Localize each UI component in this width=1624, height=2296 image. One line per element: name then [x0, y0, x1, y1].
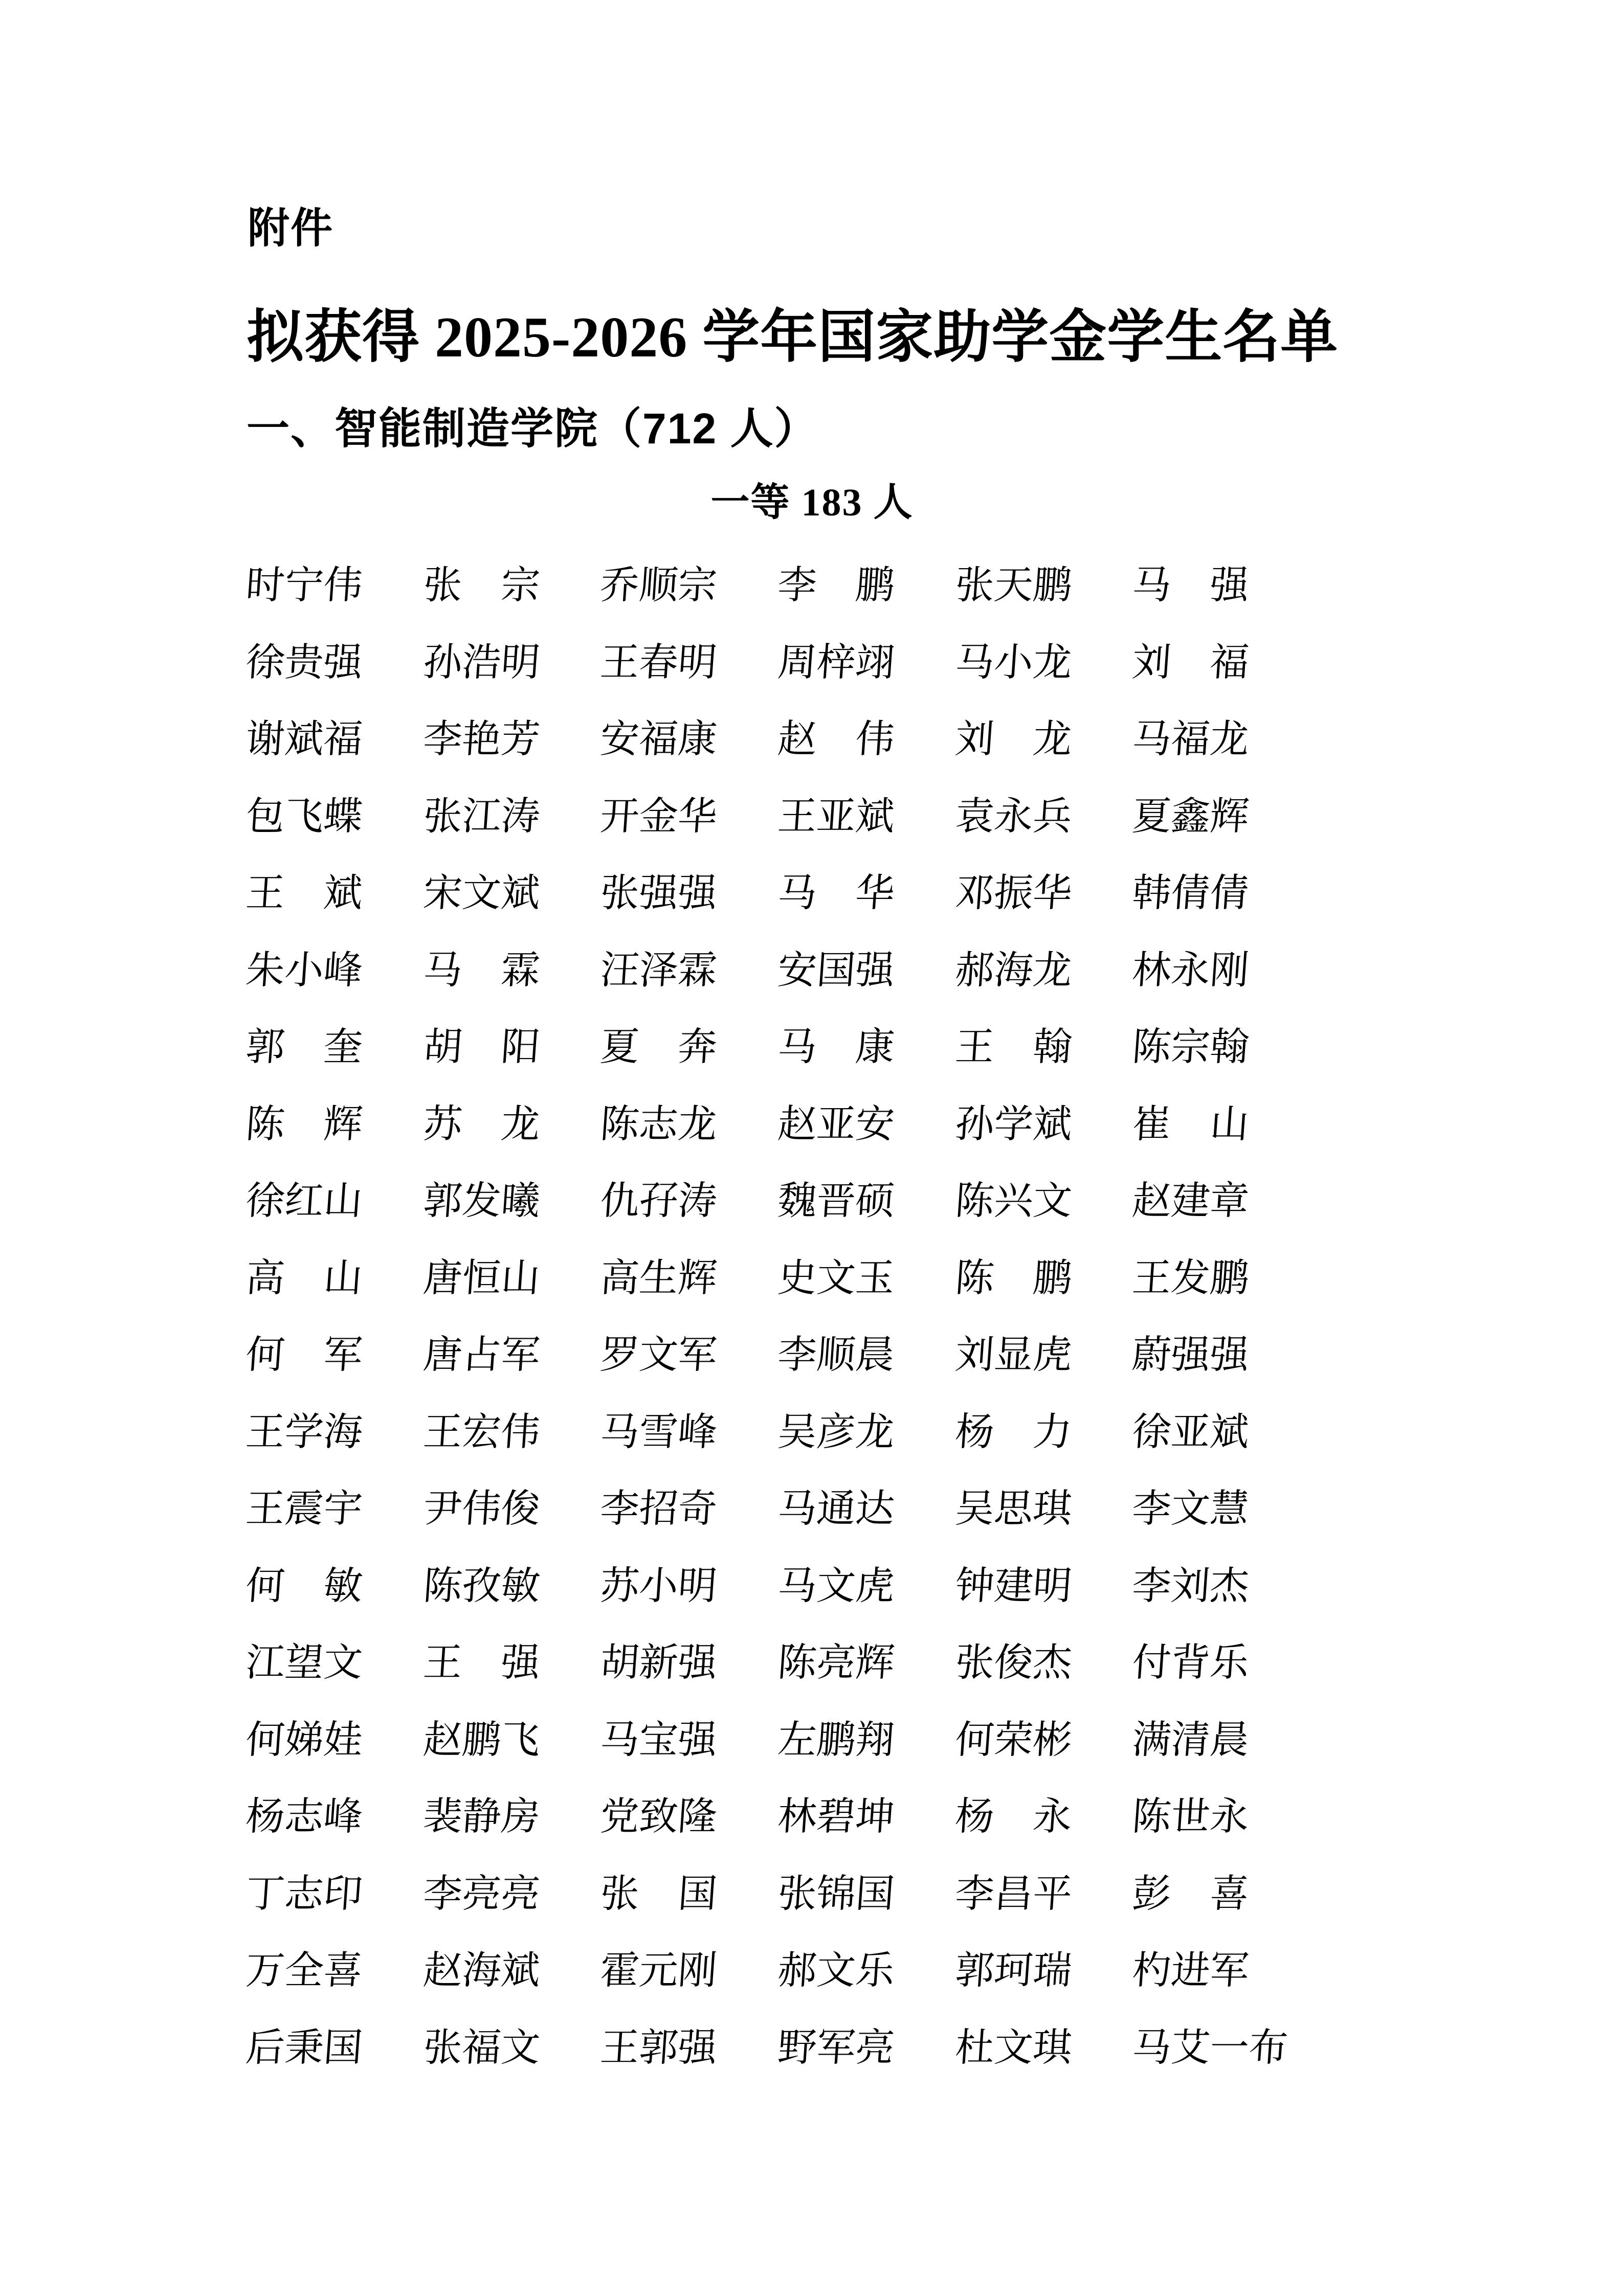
student-name-text: 林碧坤 [776, 1795, 896, 1839]
student-name [954, 624, 1131, 702]
student-name-text: 蔚强强 [1131, 1334, 1251, 1377]
student-name-text: 苏小明 [599, 1564, 719, 1608]
student-name [954, 932, 1131, 1009]
student-name-text: 马福龙 [1131, 718, 1251, 761]
student-name-text: 何 军 [244, 1334, 364, 1377]
student-name [954, 1394, 1131, 1471]
student-name-text: 张 国 [599, 1872, 719, 1916]
student-name-text: 史文玉 [776, 1256, 896, 1300]
student-name [244, 2010, 422, 2087]
student-name [776, 1702, 954, 1779]
student-name-text: 胡 阳 [421, 1026, 542, 1069]
student-name [599, 1009, 776, 1086]
student-name [1131, 1702, 1308, 1779]
student-name [954, 1163, 1131, 1240]
student-name [422, 624, 599, 702]
student-name-text: 陈孜敏 [421, 1564, 542, 1608]
student-name [776, 701, 954, 778]
student-name [599, 701, 776, 778]
student-name-text: 张 宗 [421, 564, 542, 607]
student-name [1131, 624, 1308, 702]
student-name-text: 高 山 [244, 1256, 364, 1300]
student-name-text: 李文慧 [1131, 1488, 1251, 1531]
student-name-text: 杨 力 [953, 1410, 1074, 1454]
student-name-text: 张福文 [421, 2026, 542, 2069]
student-name [776, 1548, 954, 1625]
student-name [776, 2010, 954, 2087]
student-name [422, 1240, 599, 1317]
student-name-text: 朱小峰 [244, 949, 364, 992]
student-name [776, 1086, 954, 1163]
name-grid [244, 547, 1308, 2086]
student-name [776, 1932, 954, 2010]
student-name-text: 马 康 [776, 1026, 896, 1069]
student-name-text: 李艳芳 [421, 718, 542, 761]
student-name [599, 1932, 776, 2010]
student-name-text: 彭 喜 [1131, 1872, 1251, 1916]
student-name-text: 汪泽霖 [599, 949, 719, 992]
student-name [954, 855, 1131, 932]
student-name [954, 1856, 1131, 1933]
student-name [954, 1240, 1131, 1317]
student-name-text: 吴彦龙 [776, 1410, 896, 1454]
student-name-text: 裴静房 [421, 1795, 542, 1839]
student-name-text: 陈宗翰 [1131, 1026, 1251, 1069]
student-name [422, 1471, 599, 1548]
student-name [599, 1163, 776, 1240]
student-name-text: 徐亚斌 [1131, 1410, 1251, 1454]
student-name [599, 855, 776, 932]
student-name [422, 701, 599, 778]
student-name-text: 杨志峰 [244, 1795, 364, 1839]
student-name [422, 547, 599, 624]
student-name [1131, 778, 1308, 856]
student-name-text: 马艾一布 [1131, 2026, 1289, 2069]
student-name [776, 1317, 954, 1394]
student-name-text: 马 强 [1131, 564, 1251, 607]
student-name-text: 马宝强 [599, 1718, 719, 1762]
student-name [1131, 1394, 1308, 1471]
student-name-text: 林永刚 [1131, 949, 1251, 992]
student-name [599, 1471, 776, 1548]
student-name [776, 1163, 954, 1240]
student-name [244, 778, 422, 856]
student-name [422, 1086, 599, 1163]
student-name [599, 1702, 776, 1779]
student-name-text: 开金华 [599, 795, 719, 838]
student-name [599, 547, 776, 624]
student-name [599, 1086, 776, 1163]
student-name-text: 张江涛 [421, 795, 542, 838]
student-name-text: 郭发曦 [421, 1180, 542, 1223]
student-name [244, 1471, 422, 1548]
student-name [776, 547, 954, 624]
student-name-text: 杜文琪 [953, 2026, 1074, 2069]
student-name-text: 魏晋硕 [776, 1180, 896, 1223]
student-name [599, 1394, 776, 1471]
student-name [244, 1086, 422, 1163]
student-name [954, 1471, 1131, 1548]
student-name-text: 夏 奔 [599, 1026, 719, 1069]
student-name [1131, 1932, 1308, 2010]
student-name-text: 钟建明 [953, 1564, 1074, 1608]
student-name-text: 张天鹏 [953, 564, 1074, 607]
student-name [244, 1394, 422, 1471]
student-name-text: 陈 鹏 [953, 1256, 1074, 1300]
student-name [1131, 1317, 1308, 1394]
student-name-text: 何 敏 [244, 1564, 364, 1608]
student-name [244, 1932, 422, 2010]
student-name [422, 1779, 599, 1856]
student-name-text: 马小龙 [953, 641, 1074, 684]
student-name-text: 张俊杰 [953, 1641, 1074, 1685]
student-name-text: 党致隆 [599, 1795, 719, 1839]
student-name [954, 1779, 1131, 1856]
student-name [599, 778, 776, 856]
student-name [244, 1779, 422, 1856]
student-name-text: 王震宇 [244, 1488, 364, 1531]
student-name [422, 1163, 599, 1240]
student-name-text: 何荣彬 [953, 1718, 1074, 1762]
student-name [422, 1932, 599, 2010]
student-name-text: 王春明 [599, 641, 719, 684]
student-name-text: 吴思琪 [953, 1488, 1074, 1531]
student-name [1131, 1548, 1308, 1625]
student-name [776, 1009, 954, 1086]
student-name [776, 855, 954, 932]
student-name-text: 马文虎 [776, 1564, 896, 1608]
student-name [1131, 1856, 1308, 1933]
student-name-text: 王学海 [244, 1410, 364, 1454]
student-name-text: 韩倩倩 [1131, 872, 1251, 915]
document-title: 拟获得 2025-2026 学年国家助学金学生名单 [247, 306, 1339, 369]
student-name-text: 霍元刚 [599, 1949, 719, 1993]
student-name-text: 王郭强 [599, 2026, 719, 2069]
student-name [1131, 701, 1308, 778]
student-name [599, 2010, 776, 2087]
student-name [244, 1317, 422, 1394]
student-name [244, 932, 422, 1009]
student-name-text: 万全喜 [244, 1949, 364, 1993]
student-name [776, 624, 954, 702]
student-name [776, 932, 954, 1009]
student-name [954, 701, 1131, 778]
student-name-text: 杨 永 [953, 1795, 1074, 1839]
student-name-text: 刘 福 [1131, 641, 1251, 684]
tier-heading-first-class: 一等 183 人 [710, 481, 914, 524]
student-name-text: 李刘杰 [1131, 1564, 1251, 1608]
student-name-text: 郝海龙 [953, 949, 1074, 992]
student-name-text: 陈志龙 [599, 1102, 719, 1146]
student-name-text: 杓进军 [1131, 1949, 1251, 1993]
student-name [954, 1317, 1131, 1394]
student-name-text: 李招奇 [599, 1488, 719, 1531]
student-name-text: 江望文 [244, 1641, 364, 1685]
student-name [244, 1625, 422, 1702]
student-name [244, 701, 422, 778]
student-name-text: 马 华 [776, 872, 896, 915]
student-name-text: 李昌平 [953, 1872, 1074, 1916]
student-name-text: 李亮亮 [421, 1872, 542, 1916]
student-name [599, 1856, 776, 1933]
student-name [244, 624, 422, 702]
student-name [954, 1625, 1131, 1702]
student-name [422, 1009, 599, 1086]
student-name [1131, 547, 1308, 624]
student-name [1131, 855, 1308, 932]
student-name [422, 1702, 599, 1779]
student-name [244, 547, 422, 624]
student-name [422, 932, 599, 1009]
student-name-text: 陈世永 [1131, 1795, 1251, 1839]
student-name-text: 李 鹏 [776, 564, 896, 607]
student-name [422, 1548, 599, 1625]
student-name [776, 778, 954, 856]
student-name [244, 1009, 422, 1086]
student-name-text: 仇孖涛 [599, 1180, 719, 1223]
student-name [954, 1548, 1131, 1625]
student-name-text: 郭 奎 [244, 1026, 364, 1069]
student-name-text: 左鹏翔 [776, 1718, 896, 1762]
student-name-text: 王宏伟 [421, 1410, 542, 1454]
student-name-text: 丁志印 [244, 1872, 364, 1916]
student-name [776, 1394, 954, 1471]
student-name [954, 1009, 1131, 1086]
student-name [1131, 1009, 1308, 1086]
student-name [244, 1702, 422, 1779]
student-name [422, 1856, 599, 1933]
student-name [422, 1394, 599, 1471]
student-name-text: 徐红山 [244, 1180, 364, 1223]
student-name-text: 宋文斌 [421, 872, 542, 915]
student-name-text: 尹伟俊 [421, 1488, 542, 1531]
student-name [1131, 2010, 1308, 2087]
student-name [422, 1317, 599, 1394]
student-name [1131, 1471, 1308, 1548]
student-name-text: 赵建章 [1131, 1180, 1251, 1223]
student-name [599, 932, 776, 1009]
student-name-text: 赵鹏飞 [421, 1718, 542, 1762]
student-name [599, 1548, 776, 1625]
student-name-text: 王 翰 [953, 1026, 1074, 1069]
student-name [244, 1240, 422, 1317]
student-name [422, 778, 599, 856]
student-name-text: 赵亚安 [776, 1102, 896, 1146]
student-name-text: 刘显虎 [953, 1334, 1074, 1377]
student-name-text: 崔 山 [1131, 1102, 1251, 1146]
student-name-text: 安福康 [599, 718, 719, 761]
student-name-text: 王亚斌 [776, 795, 896, 838]
student-name [776, 1240, 954, 1317]
student-name-text: 付背乐 [1131, 1641, 1251, 1685]
student-name [244, 1856, 422, 1933]
student-name-text: 马雪峰 [599, 1410, 719, 1454]
student-name [1131, 1625, 1308, 1702]
student-name [954, 1702, 1131, 1779]
student-name [1131, 1779, 1308, 1856]
student-name [954, 547, 1131, 624]
section-heading-college: 一、智能制造学院（712 人） [247, 404, 818, 453]
student-name [599, 1240, 776, 1317]
student-name-text: 谢斌福 [244, 718, 364, 761]
student-name-text: 马 霖 [421, 949, 542, 992]
student-name-text: 赵 伟 [776, 718, 896, 761]
student-name-text: 夏鑫辉 [1131, 795, 1251, 838]
student-name [422, 2010, 599, 2087]
student-name [1131, 1240, 1308, 1317]
student-name [954, 1086, 1131, 1163]
student-name-text: 张锦国 [776, 1872, 896, 1916]
student-name-text: 孙学斌 [953, 1102, 1074, 1146]
student-name-text: 邓振华 [953, 872, 1074, 915]
student-name-text: 苏 龙 [421, 1102, 542, 1146]
student-name-text: 后秉国 [244, 2026, 364, 2069]
student-name [599, 624, 776, 702]
attachment-label: 附件 [248, 205, 334, 252]
student-name [954, 1932, 1131, 2010]
student-name-text: 郭珂瑞 [953, 1949, 1074, 1993]
student-name-text: 安国强 [776, 949, 896, 992]
student-name-text: 包飞蝶 [244, 795, 364, 838]
student-name [244, 855, 422, 932]
student-name-text: 王发鹏 [1131, 1256, 1251, 1300]
student-name [776, 1471, 954, 1548]
student-name [599, 1625, 776, 1702]
student-name-text: 胡新强 [599, 1641, 719, 1685]
student-name [954, 778, 1131, 856]
student-name-text: 陈 辉 [244, 1102, 364, 1146]
student-name-text: 郝文乐 [776, 1949, 896, 1993]
student-name-text: 孙浩明 [421, 641, 542, 684]
student-name-text: 唐占军 [421, 1334, 542, 1377]
student-name-text: 陈亮辉 [776, 1641, 896, 1685]
student-name [244, 1163, 422, 1240]
student-name [422, 1625, 599, 1702]
student-name-text: 李顺晨 [776, 1334, 896, 1377]
student-name [954, 2010, 1131, 2087]
student-name-text: 满清晨 [1131, 1718, 1251, 1762]
student-name-text: 赵海斌 [421, 1949, 542, 1993]
student-name-text: 袁永兵 [953, 795, 1074, 838]
student-name [244, 1548, 422, 1625]
student-name-text: 罗文军 [599, 1334, 719, 1377]
student-name-text: 王 斌 [244, 872, 364, 915]
student-name [1131, 1086, 1308, 1163]
student-name [599, 1779, 776, 1856]
student-name-text: 陈兴文 [953, 1180, 1074, 1223]
student-name [776, 1625, 954, 1702]
student-name-text: 马通达 [776, 1488, 896, 1531]
student-name-text: 乔顺宗 [599, 564, 719, 607]
student-name [1131, 932, 1308, 1009]
student-name-text: 徐贵强 [244, 641, 364, 684]
student-name-text: 唐恒山 [421, 1256, 542, 1300]
student-name-text: 刘 龙 [953, 718, 1074, 761]
student-name-text: 张强强 [599, 872, 719, 915]
student-name [599, 1317, 776, 1394]
student-name-text: 何娣娃 [244, 1718, 364, 1762]
student-name-text: 野军亮 [776, 2026, 896, 2069]
student-name-text: 时宁伟 [244, 564, 364, 607]
student-name [422, 855, 599, 932]
student-name-text: 王 强 [421, 1641, 542, 1685]
student-name [1131, 1163, 1308, 1240]
student-name [776, 1779, 954, 1856]
student-name-text: 高生辉 [599, 1256, 719, 1300]
student-name-text: 周梓翊 [776, 641, 896, 684]
student-name [776, 1856, 954, 1933]
